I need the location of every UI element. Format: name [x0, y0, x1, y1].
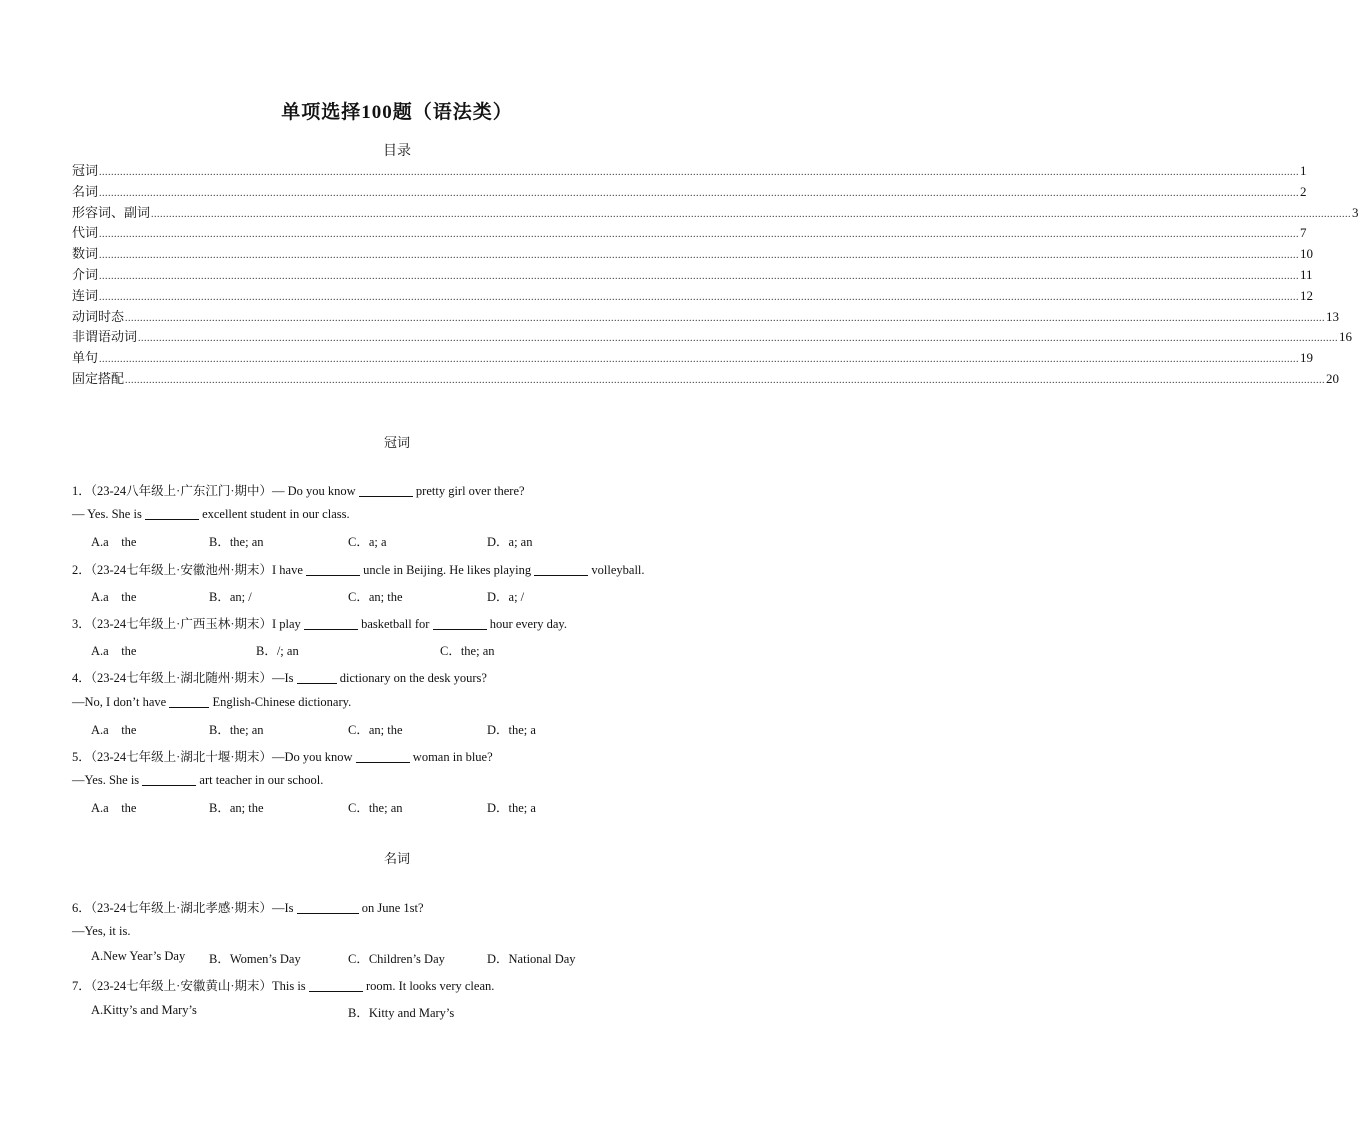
question-7-line-1 [72, 976, 494, 994]
answer-blank [306, 563, 360, 576]
toc-entry[interactable] [72, 326, 1353, 347]
answer-blank [142, 773, 196, 786]
toc-leader-dots: ................................................................................................................................................................................................................................................................................................................................................................................................................ [151, 208, 1352, 220]
answer-blank [297, 901, 359, 914]
option-c[interactable]: C．an; the [348, 723, 403, 737]
toc-entry[interactable] [72, 285, 1314, 306]
option-b[interactable]: B．the; an [209, 723, 264, 737]
page-title: 单项选择100题（语法类） [281, 102, 513, 123]
question-1-stem: 1．（23-24八年级上·广东江门·期中）— Do you know [72, 484, 356, 498]
option-a[interactable]: A.Kitty’s and Mary’s [91, 1003, 197, 1017]
toc-entry-label: 名词 [72, 183, 99, 199]
option-a[interactable]: A.a the [91, 535, 137, 549]
option-c[interactable]: C．the; an [440, 644, 495, 658]
option-a[interactable]: A.a the [91, 723, 137, 737]
toc-entry[interactable] [72, 243, 1314, 264]
option-c[interactable]: C．Children’s Day [348, 952, 445, 966]
question-1-line-1 [72, 481, 525, 499]
toc-leader-dots: ................................................................................................................................................................................................................................................................................................................................................................................................................ [138, 333, 1339, 345]
toc-leader-dots: ................................................................................................................................................................................................................................................................................................................................................................................................................ [99, 270, 1300, 282]
table-of-contents [72, 160, 1359, 389]
question-2-stem-tail: volleyball. [591, 563, 645, 577]
answer-blank [309, 979, 363, 992]
toc-entry[interactable] [72, 181, 1307, 202]
toc-leader-dots: ................................................................................................................................................................................................................................................................................................................................................................................................................ [99, 229, 1300, 241]
toc-entry-page: 16 [1339, 329, 1353, 345]
section-heading-nouns: 名词 [383, 851, 410, 866]
question-5-line-2 [72, 773, 323, 788]
toc-entry-page: 1 [1300, 163, 1307, 178]
toc-entry-label: 非谓语动词 [72, 329, 138, 345]
toc-leader-dots: ................................................................................................................................................................................................................................................................................................................................................................................................................ [99, 187, 1300, 199]
section-heading-articles: 冠词 [383, 435, 410, 450]
option-b[interactable]: B．an; the [209, 801, 264, 815]
toc-entry[interactable] [72, 368, 1340, 389]
toc-leader-dots: ................................................................................................................................................................................................................................................................................................................................................................................................................ [99, 167, 1300, 178]
question-6-line-1 [72, 898, 424, 916]
toc-entry-page: 11 [1300, 266, 1313, 282]
question-6-line-2 [72, 924, 130, 939]
option-d[interactable]: D．the; a [487, 801, 536, 815]
toc-heading: 目录 [383, 144, 411, 159]
option-b[interactable]: B．/; an [256, 644, 299, 658]
toc-entry[interactable] [72, 160, 1307, 181]
question-2-stem-mid: uncle in Beijing. He likes playing [363, 563, 532, 577]
toc-entry-page: 13 [1326, 308, 1340, 324]
toc-entry-label: 介词 [72, 266, 99, 282]
question-5-reply: —Yes. She is [72, 773, 140, 787]
toc-entry-page: 20 [1326, 370, 1340, 386]
question-5-stem: 5．（23-24七年级上·湖北十堰·期末）—Do you know [72, 750, 353, 764]
question-3-stem-mid: basketball for [361, 617, 430, 631]
toc-entry-label: 代词 [72, 225, 99, 241]
question-3-stem: 3．（23-24七年级上·广西玉林·期末）I play [72, 617, 301, 631]
option-d[interactable]: D．a; an [487, 535, 533, 549]
answer-blank [359, 484, 413, 497]
answer-blank [356, 750, 410, 763]
question-1-reply-tail: excellent student in our class. [202, 507, 350, 521]
option-a[interactable]: A.a the [91, 801, 137, 815]
answer-blank [433, 617, 487, 630]
option-d[interactable]: D．the; a [487, 723, 536, 737]
toc-leader-dots: ................................................................................................................................................................................................................................................................................................................................................................................................................ [99, 291, 1300, 303]
option-a[interactable]: A.a the [91, 590, 137, 604]
option-b[interactable]: B．Women’s Day [209, 952, 301, 966]
toc-entry[interactable] [72, 264, 1313, 285]
question-2-stem: 2．（23-24七年级上·安徽池州·期末）I have [72, 563, 303, 577]
question-4-reply: —No, I don’t have [72, 695, 167, 709]
answer-blank [297, 671, 337, 684]
option-c[interactable]: C．an; the [348, 590, 403, 604]
question-4-reply-tail: English-Chinese dictionary. [212, 695, 352, 709]
question-5-stem-tail: woman in blue? [412, 750, 493, 764]
question-3-stem-tail: hour every day. [489, 617, 567, 631]
question-5-line-1 [72, 747, 493, 765]
toc-entry[interactable] [72, 222, 1307, 243]
toc-entry-page: 19 [1300, 350, 1314, 366]
toc-entry-label: 固定搭配 [72, 370, 125, 386]
question-2-line-1 [72, 560, 645, 578]
option-a[interactable]: A.New Year’s Day [91, 949, 186, 963]
option-b[interactable]: B．an; / [209, 590, 252, 604]
toc-entry-label: 单句 [72, 350, 99, 366]
option-a[interactable]: A.a the [91, 644, 137, 658]
toc-entry[interactable] [72, 202, 1359, 223]
answer-blank [145, 507, 199, 520]
toc-entry-page: 3 [1352, 204, 1359, 220]
question-1-stem-tail: pretty girl over there? [415, 484, 525, 498]
toc-leader-dots: ................................................................................................................................................................................................................................................................................................................................................................................................................ [125, 312, 1326, 324]
question-1-reply: — Yes. She is [72, 507, 142, 521]
option-b[interactable]: B．the; an [209, 535, 264, 549]
toc-entry-page: 12 [1300, 287, 1314, 303]
toc-entry-label: 冠词 [72, 163, 99, 178]
question-7-stem-tail: room. It looks very clean. [365, 979, 495, 993]
question-6-stem-tail: on June 1st? [361, 901, 424, 915]
toc-leader-dots: ................................................................................................................................................................................................................................................................................................................................................................................................................ [125, 374, 1326, 386]
option-d[interactable]: D．National Day [487, 952, 576, 966]
toc-entry[interactable] [72, 347, 1314, 368]
question-4-line-2 [72, 695, 351, 710]
question-5-reply-tail: art teacher in our school. [199, 773, 324, 787]
question-6-stem: 6．（23-24七年级上·湖北孝感·期末）—Is [72, 901, 294, 915]
question-1-line-2 [72, 507, 350, 522]
toc-entry[interactable] [72, 306, 1340, 327]
toc-leader-dots: ................................................................................................................................................................................................................................................................................................................................................................................................................ [99, 354, 1300, 366]
toc-entry-label: 形容词、副词 [72, 204, 151, 220]
question-4-stem-tail: dictionary on the desk yours? [339, 671, 487, 685]
option-b[interactable]: B．Kitty and Mary’s [348, 1006, 455, 1020]
answer-blank [534, 563, 588, 576]
toc-entry-page: 10 [1300, 246, 1314, 262]
option-d[interactable]: D．a; / [487, 590, 525, 604]
option-c[interactable]: C．the; an [348, 801, 403, 815]
answer-blank [304, 617, 358, 630]
question-4-stem: 4．（23-24七年级上·湖北随州·期末）—Is [72, 671, 294, 685]
toc-entry-page: 2 [1300, 183, 1307, 199]
question-4-line-1 [72, 668, 487, 686]
question-7-stem: 7．（23-24七年级上·安徽黄山·期末）This is [72, 979, 306, 993]
option-c[interactable]: C．a; a [348, 535, 387, 549]
toc-entry-page: 7 [1300, 225, 1307, 241]
toc-entry-label: 连词 [72, 287, 99, 303]
question-6-reply: —Yes, it is. [72, 924, 131, 938]
toc-entry-label: 数词 [72, 246, 99, 262]
answer-blank [169, 695, 209, 708]
toc-leader-dots: ................................................................................................................................................................................................................................................................................................................................................................................................................ [99, 250, 1300, 262]
toc-entry-label: 动词时态 [72, 308, 125, 324]
question-3-line-1 [72, 614, 567, 632]
